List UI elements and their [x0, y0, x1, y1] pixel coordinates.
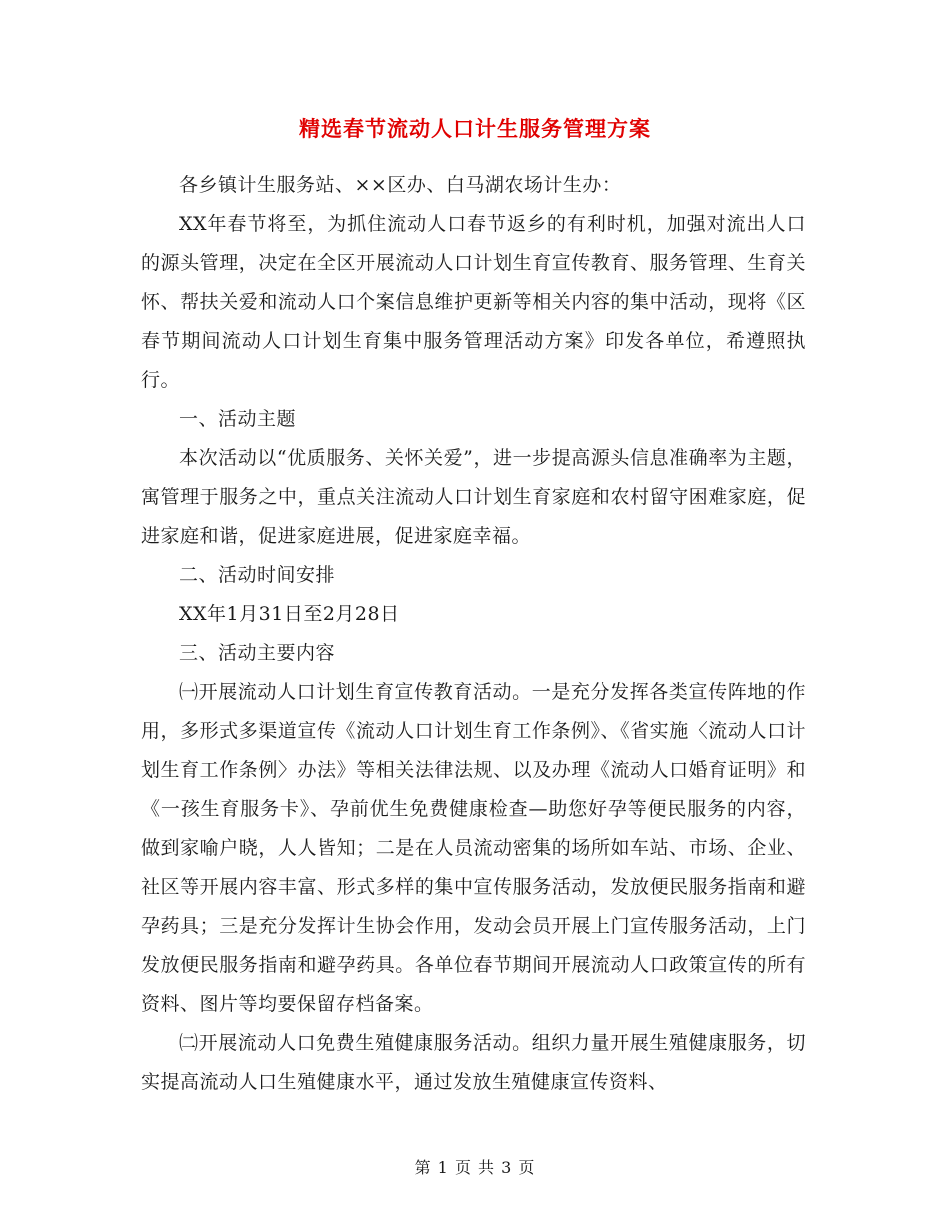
- paragraph-content-1: ㈠开展流动人口计划生育宣传教育活动。一是充分发挥各类宣传阵地的作用，多形式多渠道宣传《流动人口计划生育工作条例》、《省实施〈流动人口计划生育工作条例〉办法》等相关法律法规、以及办理《流动人口婚育证明》和《一孩生育服务卡》、孕前优生免费健康检查—助您好孕等便民服务的内容，做到家喻户晓，人人皆知；二是在人员流动密集的场所如车站、市场、企业、社区等开展内容丰富、形式多样的集中宣传服务活动，发放便民服务指南和避孕药具；三是充分发挥计生协会作用，发动会员开展上门宣传服务活动，上门发放便民服务指南和避孕药具。各单位春节期间开展流动人口政策宣传的所有资料、图片等均要保留存档备案。: [141, 681, 806, 1015]
- paragraph-content-2: ㈡开展流动人口免费生殖健康服务活动。组织力量开展生殖健康服务，切实提高流动人口生殖健康水平，通过发放生殖健康宣传资料、: [141, 1032, 806, 1093]
- paragraph-salutation: 各乡镇计生服务站、××区办、白马湖农场计生办：: [179, 174, 622, 196]
- section-heading-schedule: 二、活动时间安排: [179, 564, 336, 586]
- section-heading-content: 三、活动主要内容: [179, 642, 336, 664]
- paragraph-intro: XX年春节将至，为抓住流动人口春节返乡的有利时机，加强对流出人口的源头管理，决定在全区开展流动人口计划生育宣传教育、服务管理、生育关怀、帮扶关爱和流动人口个案信息维护更新等相关内容的集中活动，现将《区春节期间流动人口计划生育集中服务管理活动方案》印发各单位，希遵照执行。: [141, 213, 806, 391]
- document-body: [141, 166, 806, 1102]
- section-heading-theme: 一、活动主题: [179, 408, 297, 430]
- paragraph-theme: 本次活动以“优质服务、关怀关爱”，进一步提高源头信息准确率为主题，寓管理于服务之中，重点关注流动人口计划生育家庭和农村留守困难家庭，促进家庭和谐，促进家庭进展，促进家庭幸福。: [141, 447, 806, 547]
- paragraph-schedule: XX年1月31日至2月28日: [179, 603, 400, 625]
- page-footer: 第 1 页 共 3 页: [414, 1158, 536, 1177]
- document-title: 精选春节流动人口计生服务管理方案: [299, 116, 651, 141]
